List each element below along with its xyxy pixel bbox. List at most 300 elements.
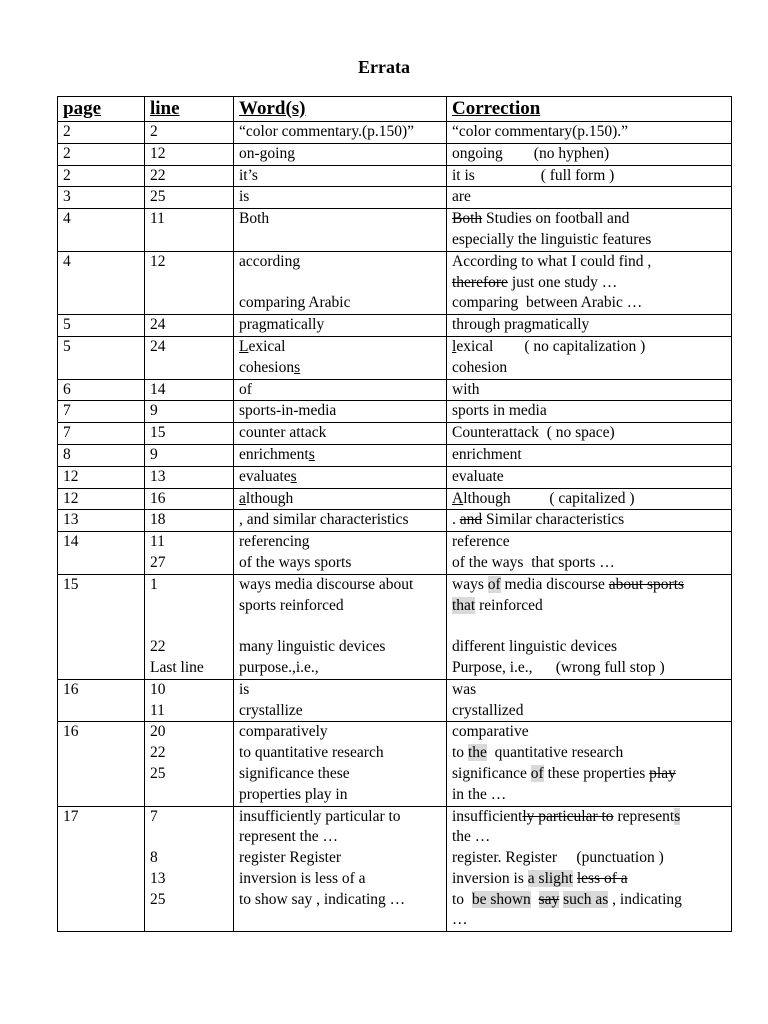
page-cell [58, 444, 145, 466]
text-segment: insufficiently particular to [239, 807, 401, 825]
text-segment: on-going [239, 144, 295, 162]
page-cell [58, 401, 145, 423]
words-cell-line [239, 252, 442, 273]
highlighted-text: be shown [471, 890, 531, 908]
words-cell [234, 401, 447, 423]
correction-cell [447, 466, 732, 488]
text-segment: ongoing (no hyphen) [452, 144, 610, 162]
struck-text: therefore [452, 273, 508, 291]
line-cell [145, 251, 234, 314]
page-cell [58, 488, 145, 510]
line-cell [145, 122, 234, 144]
correction-cell [447, 423, 732, 445]
correction-cell-line [452, 596, 727, 617]
table-row [58, 532, 732, 575]
page-cell-line: 5 [63, 337, 71, 355]
text-segment: exical [248, 337, 286, 355]
words-cell-line [239, 273, 442, 294]
words-cell-line [239, 596, 442, 617]
line-cell [145, 187, 234, 209]
text-segment: is [239, 680, 250, 698]
header-page: page [58, 97, 145, 122]
struck-text: ly particular to [522, 807, 614, 825]
words-cell [234, 379, 447, 401]
correction-cell [447, 251, 732, 314]
page-cell-line: 4 [63, 210, 71, 228]
text-segment: pragmatically [239, 316, 325, 334]
line-cell [145, 466, 234, 488]
highlighted-text: of [487, 575, 501, 593]
table-row [58, 806, 732, 932]
words-cell-line [239, 293, 442, 314]
highlighted-text: such as [563, 890, 609, 908]
page-cell [58, 722, 145, 806]
words-cell-line [239, 616, 442, 637]
text-segment [531, 891, 539, 908]
text-segment: s [294, 358, 301, 376]
text-segment: crystallize [239, 701, 303, 719]
words-cell [234, 466, 447, 488]
line-cell-line: Last line [150, 658, 204, 676]
correction-cell-line [452, 187, 727, 208]
words-cell [234, 336, 447, 379]
highlighted-text: s [674, 807, 681, 825]
correction-cell [447, 336, 732, 379]
page-cell-line: 2 [63, 123, 71, 140]
words-cell-line [239, 722, 442, 743]
correction-cell-line [452, 743, 727, 764]
correction-cell-line [452, 658, 727, 679]
correction-cell [447, 315, 732, 337]
correction-cell-line [452, 230, 727, 251]
text-segment: to quantitative research [239, 744, 384, 762]
correction-cell [447, 209, 732, 252]
text-segment: comparing Arabic [239, 294, 351, 312]
correction-cell-line [452, 315, 727, 336]
correction-cell-line [452, 637, 727, 658]
correction-cell-line [452, 910, 727, 931]
correction-cell-line [452, 827, 727, 848]
table-header-row [58, 97, 732, 122]
text-segment: referencing [239, 533, 310, 551]
line-cell-line: 12 [150, 144, 166, 162]
correction-cell [447, 444, 732, 466]
text-segment: exical ( no capitalization ) [456, 337, 646, 355]
words-cell-line [239, 166, 442, 187]
table-row [58, 315, 732, 337]
text-segment: these properties [543, 764, 650, 782]
struck-text: less of a [576, 869, 628, 887]
page-cell-line: 16 [63, 723, 79, 741]
text-segment: sports reinforced [239, 596, 344, 614]
line-cell-line: 13 [150, 467, 166, 485]
text-segment: represent the … [239, 828, 338, 846]
table-row [58, 574, 732, 679]
text-segment: “color commentary(p.150).” [452, 123, 629, 140]
line-cell-line: 25 [150, 890, 166, 908]
text-segment: to [452, 890, 472, 908]
words-cell-line [239, 380, 442, 401]
correction-cell-line [452, 553, 727, 574]
text-segment: inversion is less of a [239, 869, 366, 887]
table-row [58, 722, 732, 806]
correction-cell-line [452, 575, 727, 596]
correction-cell-line [452, 401, 727, 422]
correction-cell [447, 679, 732, 722]
words-cell-line [239, 890, 442, 911]
words-cell [234, 679, 447, 722]
line-cell-line: 12 [150, 252, 166, 270]
page-cell [58, 466, 145, 488]
line-cell-line: 2 [150, 123, 158, 140]
text-segment: was [452, 680, 477, 698]
header-correction: Correction [447, 97, 732, 122]
page-cell [58, 209, 145, 252]
line-cell-line: 22 [150, 638, 166, 656]
correction-cell-line [452, 807, 727, 828]
text-segment: is [239, 188, 250, 206]
correction-cell [447, 122, 732, 144]
highlighted-text: that [452, 596, 476, 614]
struck-text: about sports [608, 575, 685, 593]
page-cell-line: 2 [63, 144, 71, 162]
text-segment: register Register [239, 849, 342, 867]
line-cell [145, 722, 234, 806]
line-cell-line: 16 [150, 489, 166, 507]
page-cell-line: 6 [63, 380, 71, 398]
text-segment: According to what I could find , [452, 252, 652, 270]
correction-cell [447, 165, 732, 187]
text-segment: evaluate [452, 467, 504, 485]
correction-cell [447, 401, 732, 423]
line-cell-line [150, 596, 229, 617]
words-cell-line [239, 315, 442, 336]
text-segment: many linguistic devices [239, 638, 386, 656]
text-segment: comparatively [239, 723, 328, 741]
words-cell [234, 209, 447, 252]
page-cell [58, 423, 145, 445]
text-segment: , and similar characteristics [239, 511, 409, 529]
table-row [58, 336, 732, 379]
words-cell [234, 187, 447, 209]
text-segment: inversion is [452, 869, 528, 887]
words-cell-line [239, 510, 442, 531]
table-row [58, 510, 732, 532]
words-cell [234, 532, 447, 575]
words-cell-line [239, 358, 442, 379]
words-cell-line [239, 827, 442, 848]
words-cell-line [239, 637, 442, 658]
text-segment: according [239, 252, 301, 270]
line-cell-line: 9 [150, 445, 158, 463]
line-cell [145, 423, 234, 445]
text-segment: register. Register (punctuation ) [452, 849, 664, 867]
table-row [58, 251, 732, 314]
correction-cell-line [452, 616, 727, 637]
page-cell-line: 8 [63, 445, 71, 463]
page-cell-line: 14 [63, 533, 79, 551]
text-segment: . [452, 511, 460, 529]
text-segment: s [308, 445, 315, 463]
words-cell-line [239, 209, 442, 230]
words-cell [234, 722, 447, 806]
text-segment: properties play in [239, 785, 348, 803]
text-segment: Purpose, i.e., (wrong full stop ) [452, 658, 665, 676]
words-cell [234, 444, 447, 466]
correction-cell-line [452, 293, 727, 314]
line-cell-line: 20 [150, 723, 166, 741]
page-cell-line: 12 [63, 467, 79, 485]
text-segment: Studies on football and [482, 210, 630, 228]
page-cell [58, 143, 145, 165]
text-segment: enrichment [452, 445, 522, 463]
words-cell [234, 488, 447, 510]
line-cell [145, 165, 234, 187]
table-row [58, 401, 732, 423]
line-cell-line: 11 [150, 533, 165, 551]
correction-cell-line [452, 510, 727, 531]
table-row [58, 444, 732, 466]
words-cell [234, 251, 447, 314]
text-segment: enrichment [239, 445, 309, 463]
text-segment: reference [452, 533, 510, 551]
page-cell-line: 3 [63, 188, 71, 206]
page-cell-line: 15 [63, 575, 79, 593]
text-segment: Similar characteristics [482, 511, 625, 529]
words-cell [234, 165, 447, 187]
page-cell [58, 679, 145, 722]
line-cell [145, 532, 234, 575]
line-cell-line: 22 [150, 166, 166, 184]
text-segment: just one study … [507, 273, 618, 291]
text-segment: through pragmatically [452, 316, 590, 334]
page-title: Errata [358, 57, 410, 77]
page-cell-line: 5 [63, 316, 71, 334]
correction-cell [447, 379, 732, 401]
text-segment: media discourse [500, 575, 609, 593]
correction-cell [447, 187, 732, 209]
text-segment: ways media discourse about [239, 575, 414, 593]
line-cell [145, 806, 234, 932]
text-segment: sports in media [452, 402, 547, 420]
words-cell-line [239, 423, 442, 444]
line-cell [145, 209, 234, 252]
correction-cell [447, 722, 732, 806]
table-row [58, 423, 732, 445]
line-cell-line: 9 [150, 402, 158, 420]
text-segment: it’s [239, 166, 258, 184]
line-cell [145, 315, 234, 337]
words-cell-line [239, 532, 442, 553]
line-cell-line: 18 [150, 511, 166, 529]
table-row [58, 466, 732, 488]
text-segment: A [452, 489, 464, 507]
correction-cell-line [452, 358, 727, 379]
line-cell [145, 379, 234, 401]
correction-cell-line [452, 701, 727, 722]
highlighted-text: the [467, 744, 487, 762]
page-cell-line: 2 [63, 166, 71, 184]
words-cell-line [239, 187, 442, 208]
header-line: line [145, 97, 234, 122]
correction-cell-line [452, 848, 727, 869]
text-segment: evaluate [239, 467, 291, 485]
text-segment: of [239, 380, 252, 398]
text-segment: insufficient [452, 807, 523, 825]
words-cell-line [239, 401, 442, 422]
page-cell-line: 16 [63, 680, 79, 698]
text-segment: lthough [245, 489, 294, 507]
words-cell-line [239, 122, 442, 143]
table-row [58, 143, 732, 165]
table-row [58, 187, 732, 209]
line-cell-line: 25 [150, 188, 166, 206]
text-segment: … [452, 911, 468, 929]
errata-table [57, 96, 732, 932]
line-cell-line: 27 [150, 553, 166, 571]
correction-cell-line [452, 122, 727, 143]
correction-cell-line [452, 273, 727, 294]
text-segment: s [290, 467, 297, 485]
line-cell-line: 10 [150, 680, 166, 698]
correction-cell-line [452, 890, 727, 911]
line-cell [145, 574, 234, 679]
correction-cell-line [452, 764, 727, 785]
text-segment: comparing between Arabic … [452, 294, 643, 312]
text-segment: l [452, 337, 457, 355]
page-cell-line: 4 [63, 252, 71, 270]
line-cell [145, 143, 234, 165]
text-segment: purpose.,i.e., [239, 658, 319, 676]
page-cell-line: 7 [63, 402, 71, 420]
page-cell [58, 336, 145, 379]
words-cell-line [239, 680, 442, 701]
correction-cell-line [452, 209, 727, 230]
words-cell-line [239, 764, 442, 785]
correction-cell-line [452, 722, 727, 743]
struck-text: play [649, 764, 676, 782]
text-segment: , indicating [608, 890, 682, 908]
correction-cell-line [452, 785, 727, 806]
line-cell-line: 13 [150, 869, 166, 887]
correction-cell-line [452, 489, 727, 510]
text-segment: crystallized [452, 701, 524, 719]
page-cell [58, 806, 145, 932]
line-cell-line: 7 [150, 807, 158, 825]
text-segment: it is ( full form ) [452, 166, 615, 184]
correction-cell-line [452, 144, 727, 165]
correction-cell-line [452, 869, 727, 890]
words-cell-line [239, 869, 442, 890]
words-cell-line [239, 575, 442, 596]
text-segment: L [239, 337, 249, 355]
words-cell [234, 423, 447, 445]
table-row [58, 165, 732, 187]
correction-cell-line [452, 380, 727, 401]
line-cell [145, 679, 234, 722]
text-segment: the … [452, 828, 491, 846]
line-cell-line: 1 [150, 575, 158, 593]
correction-cell-line [452, 467, 727, 488]
correction-cell-line [452, 680, 727, 701]
correction-cell [447, 532, 732, 575]
words-cell-line [239, 553, 442, 574]
text-segment: to show say , indicating … [239, 890, 406, 908]
text-segment: of the ways sports [239, 553, 352, 571]
text-segment: of the ways that sports … [452, 553, 615, 571]
struck-text: say [538, 890, 560, 908]
line-cell-line: 24 [150, 316, 166, 334]
page-cell [58, 532, 145, 575]
correction-cell-line [452, 337, 727, 358]
text-segment: a [239, 489, 246, 507]
words-cell-line [239, 445, 442, 466]
line-cell [145, 488, 234, 510]
line-cell-line [150, 827, 229, 848]
text-segment: counter attack [239, 424, 327, 442]
highlighted-text: a slight [527, 869, 573, 887]
text-segment: are [452, 188, 471, 206]
text-segment: significance these [239, 764, 350, 782]
correction-cell-line [452, 252, 727, 273]
words-cell [234, 122, 447, 144]
text-segment: Both [239, 210, 270, 228]
text-segment: in the … [452, 785, 507, 803]
page-cell [58, 251, 145, 314]
line-cell-line: 25 [150, 764, 166, 782]
line-cell-line [150, 616, 229, 637]
page-cell [58, 122, 145, 144]
text-segment: ways [452, 575, 488, 593]
words-cell [234, 806, 447, 932]
text-segment: quantitative research [486, 744, 624, 762]
table-row [58, 209, 732, 252]
line-cell-line: 15 [150, 424, 166, 442]
text-segment: to [452, 744, 468, 762]
line-cell [145, 444, 234, 466]
line-cell-line: 24 [150, 337, 166, 355]
words-cell-line [239, 658, 442, 679]
line-cell-line: 8 [150, 849, 158, 867]
page-cell [58, 165, 145, 187]
line-cell-line: 11 [150, 210, 165, 228]
page-cell [58, 510, 145, 532]
text-segment: comparative [452, 723, 529, 741]
words-cell-line [239, 489, 442, 510]
text-segment: represent [613, 807, 675, 825]
page-cell [58, 315, 145, 337]
correction-cell-line [452, 445, 727, 466]
words-cell-line [239, 337, 442, 358]
line-cell [145, 336, 234, 379]
correction-cell [447, 143, 732, 165]
correction-cell-line [452, 532, 727, 553]
text-segment: reinforced [475, 596, 543, 614]
table-row [58, 122, 732, 144]
text-segment: especially the linguistic features [452, 230, 652, 248]
page-cell-line: 13 [63, 511, 79, 529]
words-cell [234, 315, 447, 337]
page-cell-line: 7 [63, 424, 71, 442]
text-segment: cohesion [239, 358, 295, 376]
correction-cell [447, 806, 732, 932]
text-segment: lthough ( capitalized ) [463, 489, 635, 507]
words-cell [234, 510, 447, 532]
text-segment: different linguistic devices [452, 638, 617, 656]
words-cell-line [239, 467, 442, 488]
text-segment: Counterattack ( no space) [452, 424, 615, 442]
words-cell-line [239, 807, 442, 828]
